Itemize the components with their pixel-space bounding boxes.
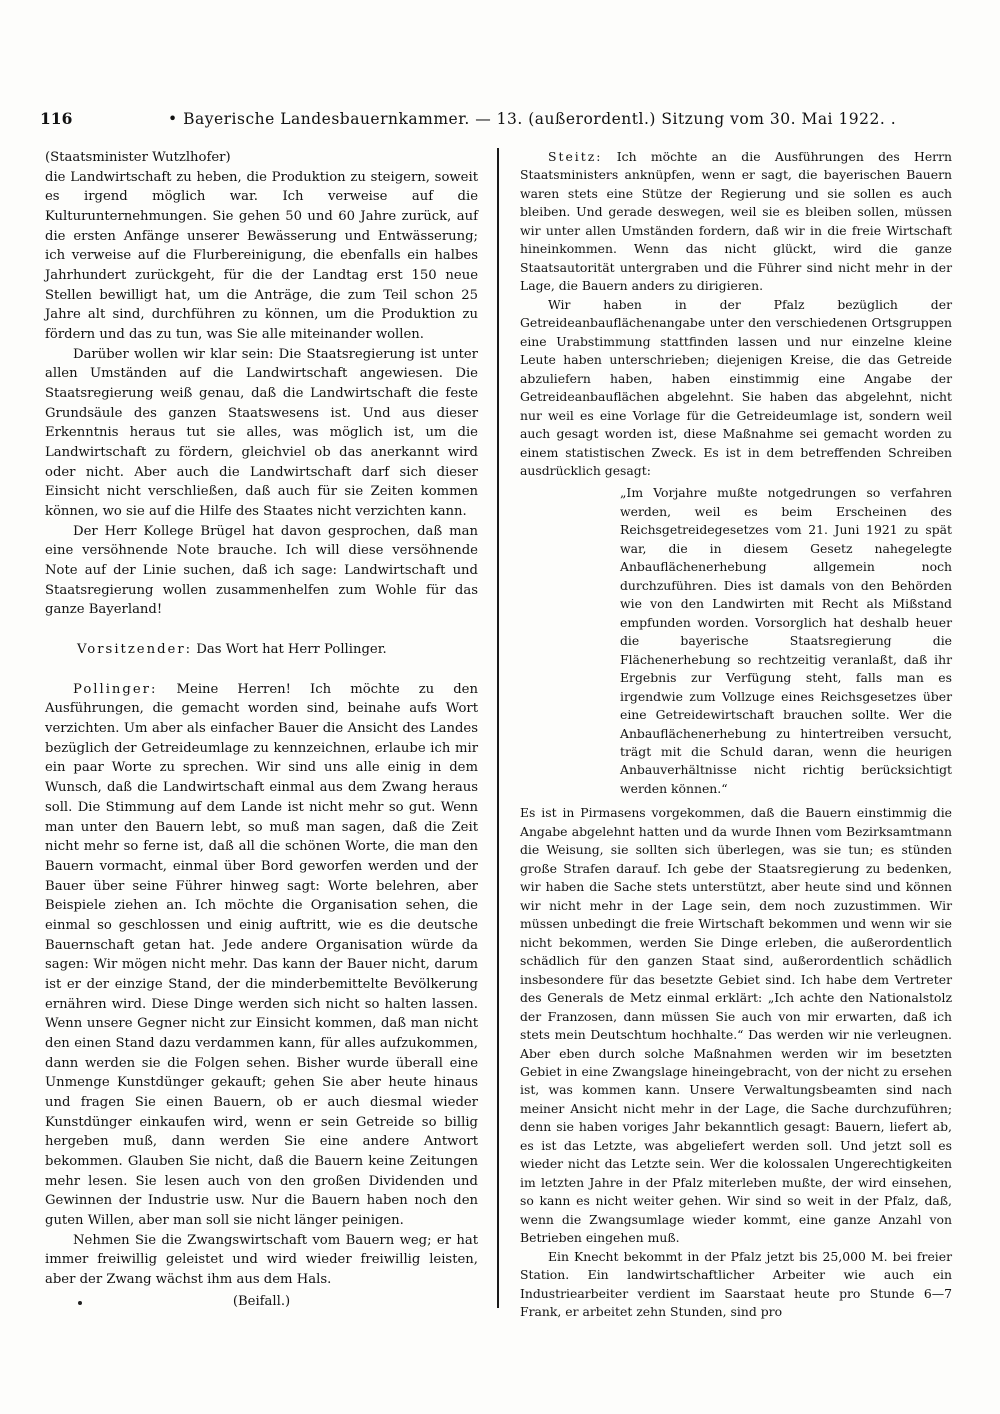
chair-text: Das Wort hat Herr Pollinger. [196,642,387,658]
paragraph: die Landwirtschaft zu heben, die Produktion zu steigern, soweit es irgend möglich war. Ich verweise auf die Kulturunternehmungen. Sie gehen 50 und 60 Jahre zurück, auf die ersten Anfänge unserer Bewässerung und Entwässerung; ich verweise auf die Flurbereinigung, die ebenfalls ein halbes Jahrhundert zurückgeht, für die der Landtag erst 150 neue Stellen bewilligt hat, um die Anträge, die zum Teil schon 25 Jahre alt sind, durchführen zu können, um die Produktion zu fördern und das zu tun, was Sie alle miteinander wollen. [45,169,478,343]
left-column [45,148,478,1311]
chair-speaker: Vorsitzender: [77,642,193,658]
column-divider [497,148,499,1308]
chair-announcement [45,640,478,660]
paragraph: Es ist in Pirmasens vorgekommen, daß die Bauern einstimmig die Angabe abgelehnt hatten und da wurde Ihnen vom Bezirksamtmann die Weisung, sie sollten sich überlegen, was sie tun; es stünden große Strafen darauf. Ich gebe der Staatsregierung zu bedenken, wir haben die Sache stets unterstützt, aber heute sind und können wir nicht mehr in der Lage sein, dem noch zuzustimmen. Wir müssen unbedingt die freie Wirtschaft bekommen und wenn wir sie nicht bekommen, werden Sie Dinge erleben, die außerordentlich schädlich für den ganzen Staat sind, außerordentlich schädlich insbesondere für das besetzte Gebiet sind. Ich habe dem Vertreter des Generals de Metz einmal erklärt: „Ich achte den Nationalstolz der Franzosen, dann müssen Sie auch von mir erwarten, daß ich stets mein Deutschtum hochhalte.“ Das werden wir nie verleugnen. Aber eben durch solche Maßnahmen werden wir im besetzten Gebiet in eine Zwangslage hineingebracht, von der nicht zu ersehen ist, was kommen kann. Unsere Verwaltungsbeamten sind nach meiner Ansicht nicht mehr in der Lage, die Sache durchzuführen; denn sie haben voriges Jahr bekanntlich gesagt: Bauern, liefert ab, es ist das Letzte, was abgeliefert werden soll. Und jetzt soll es wieder nicht das Letzte sein. Wer die kolossalen Ungerechtigkeiten im letzten Jahre in der Pfalz miterleben mußte, der wird einsehen, so kann es nicht weiter gehen. Wir sind so weit in der Pfalz, daß, wenn die Zwangsumlage wieder kommt, eine ganze Anzahl von Betrieben eingehen muß. [520,805,952,1246]
speaker-name: Steitz: [548,149,603,164]
right-column [520,148,952,1322]
paragraph: Ein Knecht bekommt in der Pfalz jetzt bis 25,000 M. bei freier Station. Ein landwirtschaftlicher Arbeiter wie auch ein Industriearbeiter verdient im Saarstaat heute pro Stunde 6—7 Frank, er arbeitet zehn Stunden, sind pro [520,1248,952,1320]
paragraph: Der Herr Kollege Brügel hat davon gesprochen, daß man eine versöhnende Note brauche. Ich will diese versöhnende Note auf der Linie suchen, daß ich sage: Landwirtschaft und Staatsregierung wollen zusammenhelfen zum Wohle für das ganze Bayerland! [45,523,478,618]
paragraph: Nehmen Sie die Zwangswirtschaft vom Bauern weg; er hat immer freiwillig geleistet und wird wieder freiwillig leisten, aber der Zwang wächst ihm aus dem Hals. [45,1232,478,1287]
speech-text: Ich möchte an die Ausführungen des Herrn Staatsministers anknüpfen, wenn er sagt, die bayerischen Bauern waren stets eine Stütze der Regierung und sie sollen es auch bleiben. Und gerade deswegen, weil sie es bleiben sollen, müssen wir unter allen Umständen fordern, daß wir in die freie Wirtschaft hineinkommen. Wenn das nicht glückt, wird die ganze Staatsautorität untergraben und die Führer sind nicht mehr in der Lage, die Bauern anders zu dirigieren. [520,149,952,294]
paragraph [520,148,952,296]
paragraph: Darüber wollen wir klar sein: Die Staatsregierung ist unter allen Umständen auf die Landwirtschaft angewiesen. Die Staatsregierung weiß genau, daß die Landwirtschaft die feste Grundsäule des ganzen Staatswesens ist. Und aus dieser Erkenntnis heraus tut sie alles, was möglich ist, um die Landwirtschaft zu fördern, gleichviel ob das anerkannt wird oder nicht. Aber auch die Landwirtschaft darf sich dieser Einsicht nicht verschließen, daß auch für sie Zeiten kommen können, wo sie auf die Hilfe des Staates nicht verzichten kann. [45,346,478,520]
running-head: • Bayerische Landesbauernkammer. — 13. (außerordentl.) Sitzung vom 30. Mai 1922. . [168,110,897,128]
page-header [40,106,960,132]
speaker-tag: (Staatsminister Wutzlhofer) [45,150,231,165]
speaker-name: Pollinger: [73,681,158,697]
paragraph [45,680,478,1231]
applause-note: (Beifall.) [232,1293,291,1309]
paragraph: Wir haben in der Pfalz bezüglich der Getreideanbauflächenangabe unter den verschiedenen Ortsgruppen eine Urabstimmung stattfinden lassen und nur einzelne kleine Leute haben unterschrieben; diejenigen Kreise, die das Getreide abzuliefern haben, haben einstimmig eine Angabe der Getreideanbauflächen abgelehnt. Sie haben das abgelehnt, nicht nur weil es eine Vorlage für die Getreideumlage ist, sondern weil auch gesagt worden ist, diese Maßnahme sei gemacht worden zu einem statistischen Zweck. Es ist in dem betreffenden Schreiben ausdrücklich gesagt: [520,296,952,478]
block-quote: „Im Vorjahre mußte notgedrungen so verfahren werden, weil es beim Erscheinen des Reichsgetreidegesetzes vom 21. Juni 1921 zu spät war, die in diesem Gesetz nahegelegte Anbauflächenerhebung allgemein noch durchzuführen. Dies ist damals von den Behörden wie von den Landwirten mit Recht als Mißstand empfunden worden. Vorsorglich hat deshalb heuer die bayerische Staatsregierung die Flächenerhebung so rechtzeitig veranlaßt, daß ihr Ergebnis zur Verfügung steht, falls man es irgendwie zum Vollzuge eines Reichsgesetzes über eine Getreidewirtschaft brauchen sollte. Wer die Anbauflächenerhebung zu hintertreiben versucht, trägt mit die Schuld daran, wenn die heurigen Anbauverhältnisse nicht richtig berücksichtigt werden können.“ [620,485,952,796]
print-speck [78,1301,82,1305]
page-number: 116 [40,109,73,128]
speech-text: Meine Herren! Ich möchte zu den Ausführungen, die gemacht worden sind, beinahe aufs Wort verzichten. Um aber als einfacher Bauer die Ansicht des Landes bezüglich der Getreideumlage zu kennzeichnen, erlaube ich mir ein paar Worte zu sprechen. Wir sind uns alle einig in dem Wunsch, daß die Landwirtschaft einmal aus dem Zwang heraus soll. Die Stimmung auf dem Lande ist nicht mehr so gut. Wenn man unter den Bauern lebt, so muß man sagen, daß die Zeit nicht mehr so ferne ist, daß all die schönen Worte, die man den Bauern vormacht, einmal über Bord geworfen werden und der Bauer über seine Führer hinweg sagt: Worte belehren, aber Beispiele ziehen an. Ich möchte die Organisation sehen, die einmal so geschlossen und einig auftritt, wie es die deutsche Bauernschaft getan hat. Jede andere Organisation würde da sagen: Wir mögen nicht mehr. Das kann der Bauer nicht, darum ist er der einzige Stand, der die minderbemittelte Bevölkerung ernähren wird. Diese Dinge werden sich nicht so halten lassen. Wenn unsere Gegner nicht zur Einsicht kommen, daß man nicht den einen Stand dazu verdammen kann, für alles aufzukommen, dann werden sie die Folgen sehen. Bisher wurde überall eine Unmenge Kunstdünger gekauft; gehen Sie aber heute hinaus und fragen Sie einen Bauern, ob er auch diesmal wieder Kunstdünger einkaufen wird, wenn er sein Getreide so billig hergeben muß, dann werden Sie eine andere Antwort bekommen. Glauben Sie nicht, daß die Bauern keine Zeitungen mehr lesen. Sie lesen auch von den großen Dividenden und Gewinnen der Industrie usw. Nur die Bauern haben noch den guten Willen, aber man soll sie nicht länger peinigen. [45,681,478,1228]
